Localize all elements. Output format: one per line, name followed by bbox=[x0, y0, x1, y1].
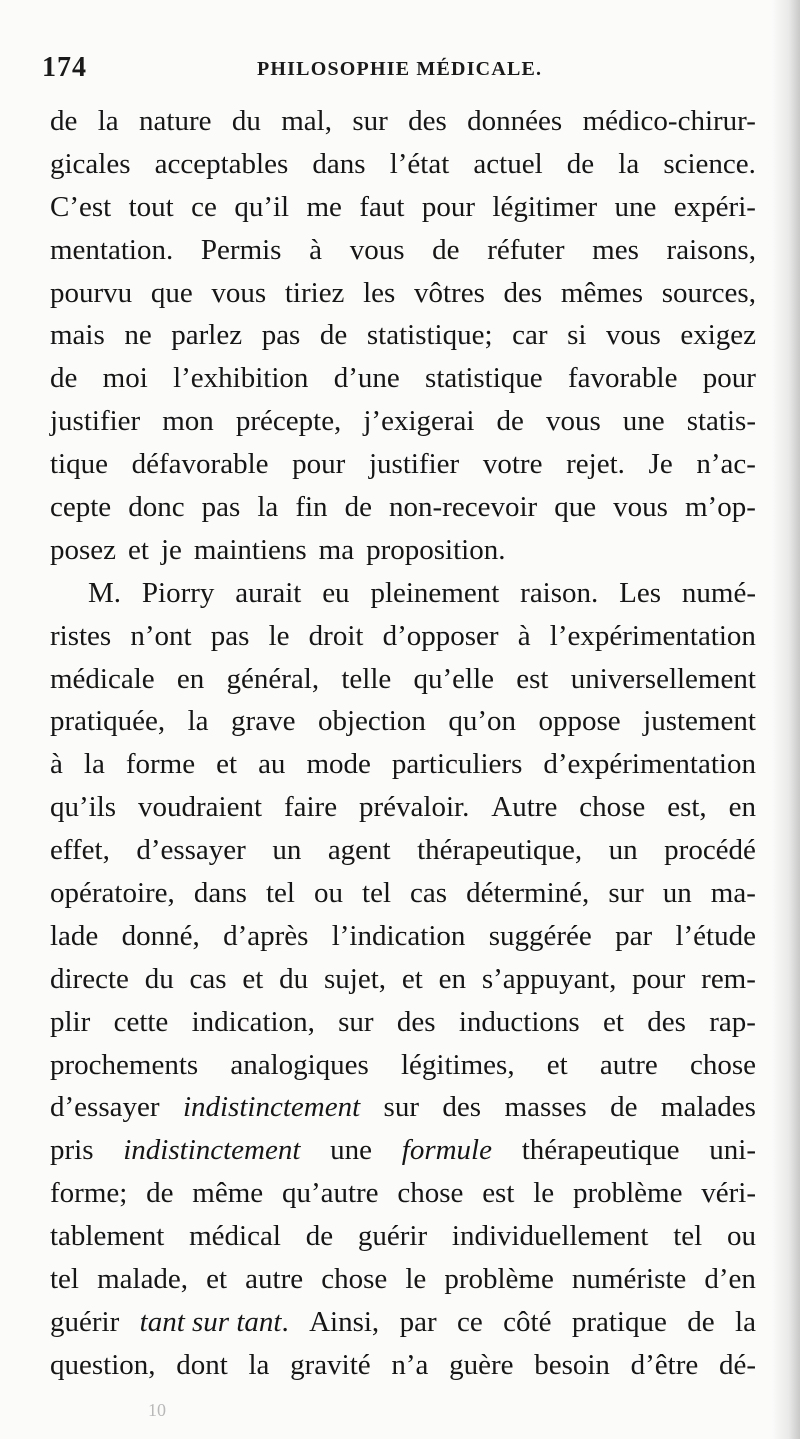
word: tel bbox=[266, 877, 295, 910]
word: qu’on bbox=[448, 705, 517, 738]
word: les bbox=[363, 276, 396, 309]
text-line bbox=[50, 1129, 756, 1172]
text-line bbox=[50, 186, 756, 229]
page-number: 174 bbox=[42, 52, 87, 83]
word: qu’ils bbox=[50, 791, 117, 824]
word: et bbox=[216, 748, 238, 781]
word: problème bbox=[572, 1177, 683, 1210]
word: tant sur tant. bbox=[139, 1305, 289, 1338]
word: ma bbox=[318, 533, 355, 566]
text-line bbox=[50, 572, 756, 615]
word: que bbox=[150, 276, 193, 309]
word: directe bbox=[50, 962, 129, 995]
word: la bbox=[735, 1305, 756, 1338]
word: cette bbox=[113, 1005, 169, 1038]
word: autre bbox=[245, 1263, 304, 1296]
word: si bbox=[567, 319, 587, 352]
word: de bbox=[432, 233, 460, 266]
text-line bbox=[50, 443, 756, 486]
text-line bbox=[50, 1172, 756, 1215]
word: ou bbox=[314, 877, 344, 910]
word: guère bbox=[449, 1348, 514, 1381]
word: agent bbox=[327, 834, 391, 867]
word: Permis bbox=[200, 233, 282, 266]
word: la bbox=[257, 491, 279, 524]
body-text bbox=[50, 100, 756, 1387]
word: et bbox=[242, 962, 264, 995]
word: M. bbox=[88, 576, 122, 609]
word: justement bbox=[643, 705, 756, 738]
word: n’ont bbox=[130, 619, 192, 652]
word: Les bbox=[619, 576, 662, 609]
word: Je bbox=[648, 448, 673, 481]
word: forme; bbox=[50, 1177, 128, 1210]
word: mode bbox=[306, 748, 371, 781]
word: défavorable bbox=[131, 448, 269, 481]
word: général, bbox=[226, 662, 320, 695]
word: particuliers bbox=[391, 748, 523, 781]
word: guérir bbox=[357, 1220, 428, 1253]
word: sur bbox=[338, 1005, 374, 1038]
word: ou bbox=[726, 1220, 756, 1253]
text-line bbox=[50, 486, 756, 529]
word: n’ac- bbox=[696, 448, 756, 481]
word: pratique bbox=[571, 1305, 667, 1338]
word: numériste bbox=[571, 1263, 687, 1296]
word: me bbox=[306, 190, 342, 223]
word: gravité bbox=[290, 1348, 371, 1381]
word: pas bbox=[210, 619, 250, 652]
text-line bbox=[50, 658, 756, 701]
text-line bbox=[50, 1258, 756, 1301]
word: ristes bbox=[50, 619, 112, 652]
word: lade bbox=[50, 919, 99, 952]
word: cas bbox=[410, 877, 448, 910]
word: la bbox=[618, 147, 640, 180]
word: j’exigerai bbox=[363, 405, 475, 438]
word: analogiques bbox=[230, 1048, 369, 1081]
word: de bbox=[566, 147, 595, 180]
word: dans bbox=[312, 147, 366, 180]
word: pour bbox=[702, 362, 756, 395]
word: favorable bbox=[567, 362, 678, 395]
text-line bbox=[50, 314, 756, 357]
word: raison. bbox=[520, 576, 599, 609]
word: oppose bbox=[538, 705, 621, 738]
text-line bbox=[50, 872, 756, 915]
footer-mark: 10 bbox=[148, 1400, 166, 1420]
word: je bbox=[160, 533, 182, 566]
word: objection bbox=[317, 705, 426, 738]
word: d’après bbox=[223, 919, 309, 952]
text-line bbox=[50, 1301, 756, 1344]
word: d’expérimentation bbox=[543, 748, 756, 781]
word: guérir bbox=[50, 1305, 120, 1338]
word: tel bbox=[50, 1263, 79, 1296]
word: sur bbox=[608, 877, 644, 910]
word: et bbox=[603, 1005, 624, 1038]
text-line bbox=[50, 829, 756, 872]
word: ma- bbox=[710, 877, 756, 910]
text-line bbox=[50, 143, 756, 186]
word: médico-chirur- bbox=[582, 105, 756, 137]
word: un bbox=[608, 834, 638, 867]
word: ce bbox=[457, 1305, 483, 1338]
word: précepte, bbox=[235, 405, 342, 438]
word: légitimes, bbox=[401, 1048, 515, 1081]
word: faut bbox=[359, 190, 405, 223]
word: Piorry bbox=[141, 576, 215, 609]
word: légitimer bbox=[492, 190, 598, 223]
word: la bbox=[187, 705, 209, 738]
text-line bbox=[50, 743, 756, 786]
word: d’opposer bbox=[382, 619, 499, 652]
word: de bbox=[50, 362, 78, 395]
word: raisons, bbox=[666, 233, 756, 266]
word: Ainsi, bbox=[309, 1305, 380, 1338]
word: individuellement bbox=[451, 1220, 649, 1253]
word: proposition. bbox=[366, 533, 506, 566]
page-edge-shadow bbox=[772, 0, 800, 1439]
word: par bbox=[399, 1305, 437, 1338]
word: posez bbox=[50, 533, 117, 566]
word: procédé bbox=[664, 834, 756, 867]
word: en bbox=[176, 662, 205, 695]
word: mon bbox=[162, 405, 214, 438]
word: s’appuyant, bbox=[481, 962, 617, 995]
word: formule bbox=[401, 1134, 492, 1167]
word: droit bbox=[308, 619, 364, 652]
text-line bbox=[50, 1001, 756, 1044]
word: déterminé, bbox=[466, 877, 590, 910]
word: statistique; bbox=[366, 319, 493, 352]
word: vous bbox=[349, 233, 405, 266]
word: n’a bbox=[391, 1348, 429, 1381]
word: justifier bbox=[50, 405, 141, 438]
word: pratiquée, bbox=[50, 705, 166, 738]
word: sources, bbox=[661, 276, 756, 309]
word: est bbox=[516, 662, 549, 695]
word: besoin bbox=[534, 1348, 610, 1381]
word: maintiens bbox=[193, 533, 307, 566]
word: l’expérimentation bbox=[549, 619, 756, 652]
word: de bbox=[319, 319, 348, 352]
text-line bbox=[50, 615, 756, 658]
word: sur bbox=[352, 105, 388, 137]
word: du bbox=[231, 105, 261, 137]
word: acceptables bbox=[154, 147, 289, 180]
word: pris bbox=[50, 1134, 94, 1167]
word: question, bbox=[50, 1348, 156, 1381]
word: en bbox=[438, 962, 466, 995]
word: pourvu bbox=[50, 276, 133, 309]
word: le bbox=[533, 1177, 555, 1210]
word: votre bbox=[482, 448, 543, 481]
word: vous bbox=[545, 405, 601, 438]
word: rap- bbox=[709, 1005, 756, 1038]
word: problème bbox=[444, 1263, 554, 1296]
word: d’essayer bbox=[136, 834, 246, 867]
text-line bbox=[50, 357, 756, 400]
text-line bbox=[50, 1215, 756, 1258]
word: sujet, bbox=[324, 962, 387, 995]
word: que bbox=[554, 491, 597, 524]
word: statistique bbox=[425, 362, 543, 395]
word: masses bbox=[504, 1091, 587, 1124]
word: thérapeutique bbox=[521, 1134, 680, 1167]
word: exigez bbox=[680, 319, 756, 352]
word: d’essayer bbox=[50, 1091, 160, 1124]
word: plir bbox=[50, 1005, 91, 1038]
word: uni- bbox=[709, 1134, 756, 1167]
word: telle bbox=[341, 662, 392, 695]
word: le bbox=[268, 619, 290, 652]
word: des bbox=[503, 276, 543, 309]
word: opératoire, bbox=[50, 877, 175, 910]
word: de bbox=[687, 1305, 715, 1338]
word: vous bbox=[613, 491, 668, 524]
word: le bbox=[405, 1263, 427, 1296]
word: qu’elle bbox=[413, 662, 495, 695]
word: des bbox=[408, 105, 447, 137]
word: Autre bbox=[491, 791, 558, 824]
word: indistinctement bbox=[182, 1091, 361, 1124]
word: pour bbox=[632, 962, 686, 995]
word: à bbox=[50, 748, 63, 781]
word: malade, bbox=[97, 1263, 189, 1296]
word: effet, bbox=[50, 834, 110, 867]
text-line bbox=[50, 229, 756, 272]
word: du bbox=[144, 962, 174, 995]
word: chose bbox=[689, 1048, 756, 1081]
word: universellement bbox=[570, 662, 756, 695]
word: de bbox=[50, 105, 78, 137]
word: médicale bbox=[50, 662, 155, 695]
word: chose bbox=[397, 1177, 464, 1210]
word: suggérée bbox=[488, 919, 592, 952]
word: de bbox=[305, 1220, 334, 1253]
word: parlez bbox=[171, 319, 243, 352]
text-line bbox=[50, 272, 756, 315]
word: de bbox=[344, 491, 372, 524]
word: actuel bbox=[473, 147, 543, 180]
word: dé- bbox=[718, 1348, 756, 1381]
word: prévaloir. bbox=[359, 791, 470, 824]
word: l’indication bbox=[331, 919, 466, 952]
word: l’exhibition bbox=[173, 362, 309, 395]
word: faire bbox=[283, 791, 338, 824]
word: vous bbox=[605, 319, 661, 352]
word: non-recevoir bbox=[389, 491, 538, 524]
word: une bbox=[622, 405, 665, 438]
word: cas bbox=[189, 962, 227, 995]
word: et bbox=[546, 1048, 568, 1081]
text-line bbox=[50, 1344, 756, 1387]
word: une bbox=[330, 1134, 373, 1167]
word: tique bbox=[50, 448, 108, 481]
word: d’en bbox=[704, 1263, 756, 1296]
word: d’être bbox=[630, 1348, 699, 1381]
word: donné, bbox=[121, 919, 200, 952]
word: numé- bbox=[681, 576, 756, 609]
word: justifier bbox=[369, 448, 460, 481]
word: expéri- bbox=[673, 190, 756, 223]
word: des bbox=[396, 1005, 436, 1038]
word: par bbox=[615, 919, 653, 952]
word: même bbox=[192, 1177, 264, 1210]
word: chose bbox=[579, 791, 646, 824]
word: moi bbox=[102, 362, 148, 395]
word: des bbox=[647, 1005, 686, 1038]
word: rem- bbox=[701, 962, 756, 995]
word: est, bbox=[667, 791, 707, 824]
word: eu bbox=[322, 576, 350, 609]
text-line bbox=[50, 915, 756, 958]
word: mêmes bbox=[560, 276, 644, 309]
word: vous bbox=[211, 276, 267, 309]
word: gicales bbox=[50, 147, 131, 180]
word: pour bbox=[421, 190, 476, 223]
word: car bbox=[512, 319, 548, 352]
word: au bbox=[258, 748, 286, 781]
word: médical bbox=[189, 1220, 281, 1253]
word: nature bbox=[139, 105, 212, 137]
word: et bbox=[206, 1263, 228, 1296]
word: est bbox=[482, 1177, 515, 1210]
word: fin bbox=[295, 491, 328, 524]
word: la bbox=[83, 748, 105, 781]
word: inductions bbox=[458, 1005, 580, 1038]
text-line bbox=[50, 400, 756, 443]
word: tout bbox=[128, 190, 174, 223]
word: cepte bbox=[50, 491, 112, 524]
word: thérapeutique, bbox=[417, 834, 583, 867]
word: forme bbox=[125, 748, 196, 781]
word: tel bbox=[673, 1220, 703, 1253]
word: pas bbox=[261, 319, 301, 352]
word: à bbox=[309, 233, 323, 266]
word: sur bbox=[383, 1091, 419, 1124]
word: d’une bbox=[333, 362, 400, 395]
word: indication, bbox=[191, 1005, 315, 1038]
word: la bbox=[97, 105, 119, 137]
word: mais bbox=[50, 319, 105, 352]
word: mal, bbox=[281, 105, 332, 137]
word: et bbox=[128, 533, 149, 566]
word: malades bbox=[660, 1091, 756, 1124]
word: vôtres bbox=[414, 276, 485, 309]
text-line bbox=[50, 700, 756, 743]
word: statis- bbox=[686, 405, 756, 438]
page-header bbox=[42, 52, 772, 92]
word: pas bbox=[201, 491, 241, 524]
text-line bbox=[50, 958, 756, 1001]
word: l’étude bbox=[675, 919, 756, 952]
word: donc bbox=[128, 491, 185, 524]
word: prochements bbox=[50, 1048, 199, 1081]
word: m’op- bbox=[685, 491, 756, 524]
word: grave bbox=[231, 705, 296, 738]
text-line bbox=[50, 1044, 756, 1087]
word: de bbox=[610, 1091, 638, 1124]
word: de bbox=[496, 405, 524, 438]
word: côté bbox=[503, 1305, 552, 1338]
word: C’est bbox=[50, 190, 112, 223]
word: un bbox=[662, 877, 692, 910]
word: indistinctement bbox=[123, 1134, 301, 1167]
word: du bbox=[279, 962, 309, 995]
text-line bbox=[50, 1086, 756, 1129]
word: ce bbox=[191, 190, 217, 223]
word: mes bbox=[592, 233, 639, 266]
word: aurait bbox=[235, 576, 302, 609]
text-line bbox=[50, 786, 756, 829]
word: un bbox=[272, 834, 302, 867]
word: mentation. bbox=[50, 233, 174, 266]
text-line bbox=[50, 100, 756, 143]
word: tel bbox=[362, 877, 392, 910]
word: pour bbox=[292, 448, 346, 481]
word: dans bbox=[193, 877, 247, 910]
word: la bbox=[248, 1348, 270, 1381]
word: tablement bbox=[50, 1220, 165, 1253]
word: voudraient bbox=[138, 791, 263, 824]
word: réfuter bbox=[487, 233, 565, 266]
word: une bbox=[614, 190, 657, 223]
word: en bbox=[728, 791, 756, 824]
text-line bbox=[50, 529, 756, 572]
word: pleinement bbox=[370, 576, 500, 609]
word: données bbox=[467, 105, 563, 137]
word: à bbox=[517, 619, 531, 652]
word: véri- bbox=[701, 1177, 756, 1210]
word: science. bbox=[663, 147, 756, 180]
word: rejet. bbox=[566, 448, 625, 481]
word: et bbox=[401, 962, 423, 995]
word: autre bbox=[599, 1048, 658, 1081]
word: ne bbox=[124, 319, 152, 352]
word: chose bbox=[321, 1263, 388, 1296]
word: qu’autre bbox=[281, 1177, 379, 1210]
word: tiriez bbox=[284, 276, 345, 309]
word: dont bbox=[176, 1348, 228, 1381]
word: qu’il bbox=[234, 190, 290, 223]
word: de bbox=[146, 1177, 174, 1210]
running-head: PHILOSOPHIE MÉDICALE. bbox=[257, 58, 543, 80]
word: des bbox=[442, 1091, 482, 1124]
word: l’état bbox=[389, 147, 450, 180]
